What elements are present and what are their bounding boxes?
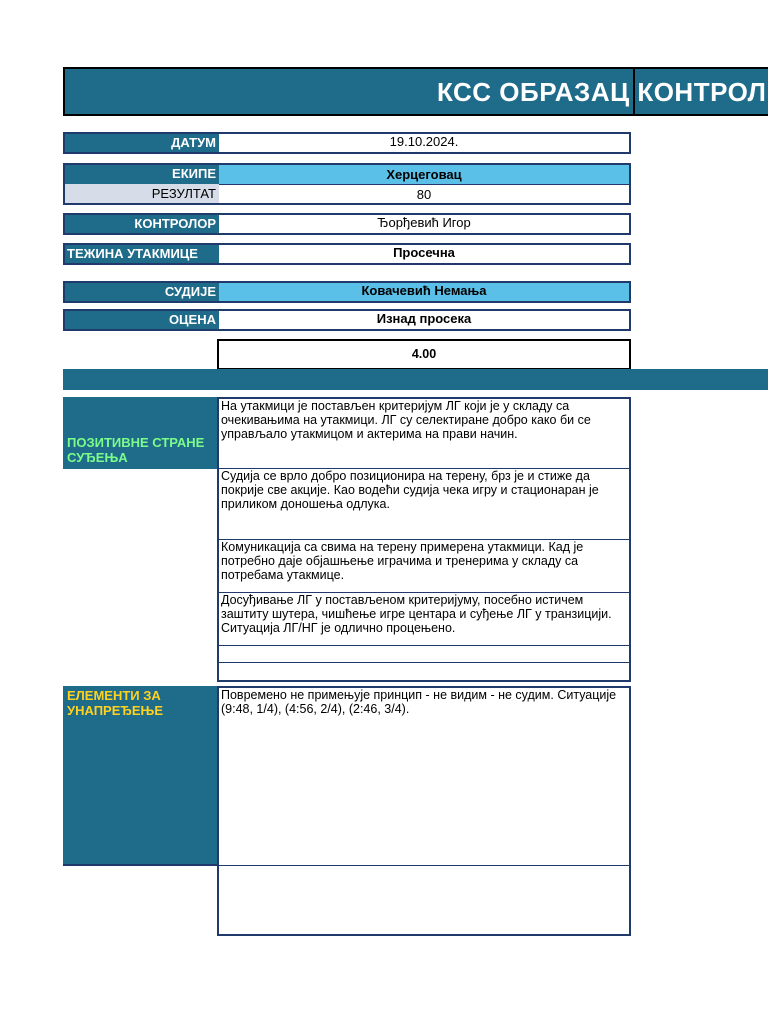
difficulty-row	[63, 243, 631, 265]
grade-value[interactable]: Изнад просека	[219, 311, 629, 329]
positive-item[interactable]: Досуђивање ЛГ у постављеном критеријуму, посебно истичем заштиту шутера, чишћење игре центара и суђење ЛГ у транзицији. Ситуација ЛГ/НГ је одлично процењено.	[217, 593, 631, 646]
difficulty-value[interactable]: Просечна	[219, 245, 629, 263]
page-title: КСС ОБРАЗАЦ КОНТРОЛЕ	[437, 77, 784, 107]
grade-row	[63, 309, 631, 331]
positive-item[interactable]	[217, 646, 631, 663]
referees-value[interactable]: Ковачевић Немања	[219, 283, 629, 301]
positives-label-block	[63, 397, 218, 469]
referees-label: СУДИЈЕ	[164, 284, 216, 299]
referees-row	[63, 281, 631, 303]
teams-label: ЕКИПЕ	[172, 166, 216, 181]
positives-label: ПОЗИТИВНЕ СТРАНЕ СУЂЕЊА	[67, 435, 205, 465]
result-label: РЕЗУЛТАТ	[65, 184, 219, 203]
improvement-item[interactable]	[217, 866, 631, 936]
positive-item[interactable]	[217, 663, 631, 682]
controller-row	[63, 213, 631, 235]
teams-row	[63, 163, 631, 205]
title-bar	[63, 67, 784, 116]
section-separator	[63, 369, 768, 390]
positive-item[interactable]: Комуникација са свима на терену примерена утакмици. Кад је потребно даје објашњење играчима и тренерима у складу са потребама утакмице.	[217, 540, 631, 593]
date-row	[63, 132, 631, 154]
controller-label: КОНТРОЛОР	[134, 216, 216, 231]
positive-item[interactable]: На утакмици је постављен критеријум ЛГ који је у складу са очекивањима на утакмици. ЛГ су селектиране добро како би се управљало утакмицом и актерима на прави начин.	[217, 397, 631, 469]
result-value[interactable]: 80	[219, 184, 629, 203]
difficulty-label: ТЕЖИНА УТАКМИЦЕ	[67, 246, 198, 261]
improvements-label: ЕЛЕМЕНТИ ЗА УНАПРЕЂЕЊЕ	[67, 688, 164, 718]
improvement-item[interactable]: Повремено не примењује принцип - не видим - не судим. Ситуације (9:48, 1/4), (4:56, 2/4), (2:46, 3/4).	[217, 686, 631, 866]
grade-score[interactable]: 4.00	[411, 347, 437, 361]
date-value[interactable]: 19.10.2024.	[219, 134, 629, 152]
grade-label: ОЦЕНА	[168, 312, 216, 327]
date-label: ДАТУМ	[171, 135, 216, 150]
grade-score-box	[217, 339, 631, 370]
controller-value[interactable]: Ђорђевић Игор	[219, 215, 629, 233]
teams-value[interactable]: Херцеговац	[219, 165, 629, 184]
improvements-label-block	[63, 686, 218, 866]
positive-item[interactable]: Судија се врло добро позиционира на терену, брз је и стиже да покрије све акције. Као водећи судија чека игру и стационаран је приликом доношења одлука.	[217, 469, 631, 540]
